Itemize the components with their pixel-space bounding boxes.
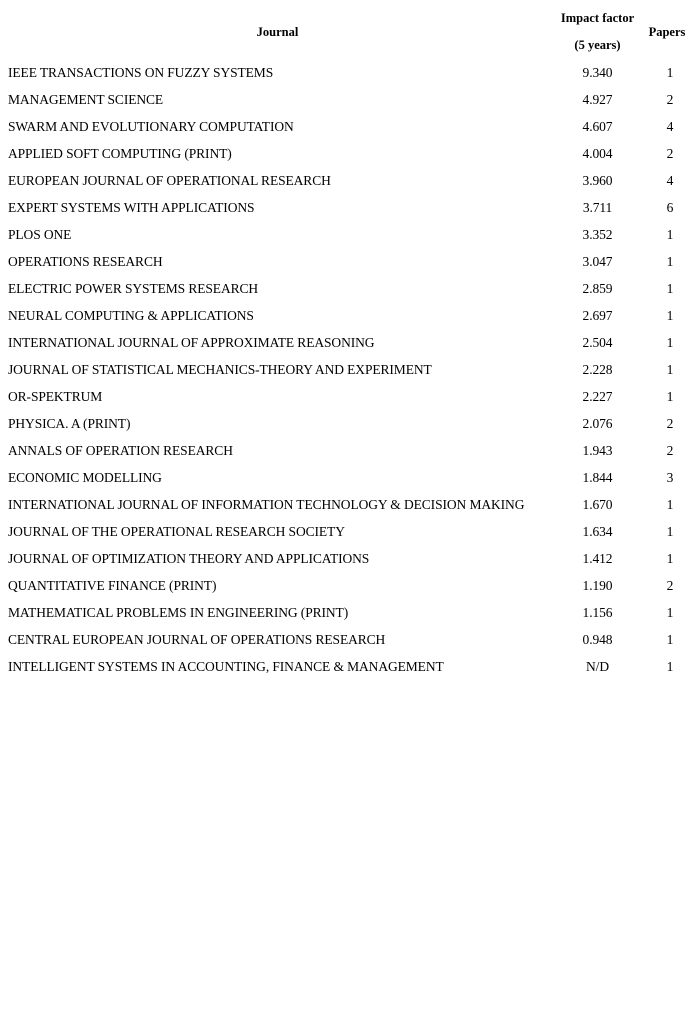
papers-cell: 1	[666, 65, 674, 80]
impact-factor-header-line2: (5 years)	[574, 38, 621, 52]
impact-factor-cell: 2.859	[582, 281, 613, 296]
papers-cell: 1	[666, 389, 674, 404]
table-row	[0, 653, 694, 680]
impact-factor-cell: 4.004	[582, 146, 613, 161]
table-row	[0, 410, 694, 437]
table-row	[0, 140, 694, 167]
impact-factor-cell: 2.697	[582, 308, 613, 323]
journal-cell: MANAGEMENT SCIENCE	[8, 92, 164, 107]
table-row	[0, 518, 694, 545]
journal-cell: SWARM AND EVOLUTIONARY COMPUTATION	[8, 119, 294, 134]
papers-cell: 1	[666, 524, 674, 539]
journal-cell: IEEE TRANSACTIONS ON FUZZY SYSTEMS	[8, 65, 274, 80]
journal-cell: JOURNAL OF OPTIMIZATION THEORY AND APPLICATIONS	[8, 551, 370, 566]
journal-cell: INTERNATIONAL JOURNAL OF INFORMATION TECHNOLOGY & DECISION MAKING	[8, 497, 525, 512]
table-row	[0, 545, 694, 572]
table-row	[0, 383, 694, 410]
journal-cell: ELECTRIC POWER SYSTEMS RESEARCH	[8, 281, 259, 296]
papers-cell: 1	[666, 605, 674, 620]
papers-cell: 6	[666, 200, 674, 215]
impact-factor-cell: 1.844	[582, 470, 613, 485]
journal-cell: JOURNAL OF THE OPERATIONAL RESEARCH SOCIETY	[8, 524, 345, 539]
journal-cell: ECONOMIC MODELLING	[8, 470, 162, 485]
impact-factor-cell: 1.190	[582, 578, 613, 593]
impact-factor-cell: 0.948	[582, 632, 613, 647]
table-row	[0, 86, 694, 113]
table-row	[0, 302, 694, 329]
papers-cell: 1	[666, 551, 674, 566]
impact-factor-cell: 2.076	[582, 416, 613, 431]
journal-cell: MATHEMATICAL PROBLEMS IN ENGINEERING (PRINT)	[8, 605, 349, 620]
impact-factor-cell: 1.156	[582, 605, 613, 620]
impact-factor-column-header	[555, 5, 640, 59]
journal-cell: CENTRAL EUROPEAN JOURNAL OF OPERATIONS RESEARCH	[8, 632, 386, 647]
impact-factor-cell: 1.943	[582, 443, 613, 458]
journal-cell: ANNALS OF OPERATION RESEARCH	[8, 443, 233, 458]
impact-factor-cell: 4.607	[582, 119, 613, 134]
journal-cell: PHYSICA. A (PRINT)	[8, 416, 131, 431]
journal-cell: EXPERT SYSTEMS WITH APPLICATIONS	[8, 200, 255, 215]
papers-cell: 1	[666, 632, 674, 647]
journal-column-header: Journal	[256, 24, 299, 39]
table-row	[0, 599, 694, 626]
journal-cell: INTELLIGENT SYSTEMS IN ACCOUNTING, FINANCE & MANAGEMENT	[8, 659, 444, 674]
papers-cell: 1	[666, 659, 674, 674]
papers-cell: 2	[666, 92, 674, 107]
impact-factor-cell: 2.228	[582, 362, 613, 377]
papers-cell: 1	[666, 335, 674, 350]
journal-cell: JOURNAL OF STATISTICAL MECHANICS-THEORY AND EXPERIMENT	[8, 362, 432, 377]
papers-cell: 1	[666, 308, 674, 323]
table-header	[0, 5, 694, 59]
journals-table	[0, 5, 694, 680]
table-row	[0, 167, 694, 194]
table-row	[0, 464, 694, 491]
papers-cell: 1	[666, 254, 674, 269]
papers-cell: 1	[666, 281, 674, 296]
journal-cell: EUROPEAN JOURNAL OF OPERATIONAL RESEARCH	[8, 173, 331, 188]
impact-factor-cell: 4.927	[582, 92, 613, 107]
impact-factor-cell: 1.412	[582, 551, 613, 566]
impact-factor-cell: 2.504	[582, 335, 613, 350]
table-row	[0, 437, 694, 464]
papers-cell: 2	[666, 416, 674, 431]
papers-column-header: Papers	[648, 24, 686, 39]
impact-factor-cell: N/D	[586, 659, 609, 674]
impact-factor-header-line1: Impact factor	[560, 11, 635, 25]
journal-cell: OR-SPEKTRUM	[8, 389, 103, 404]
impact-factor-cell: 9.340	[582, 65, 613, 80]
table-row	[0, 194, 694, 221]
impact-factor-cell: 3.711	[582, 200, 613, 215]
journal-cell: INTERNATIONAL JOURNAL OF APPROXIMATE REASONING	[8, 335, 375, 350]
table-row	[0, 59, 694, 86]
journal-cell: PLOS ONE	[8, 227, 72, 242]
papers-cell: 2	[666, 578, 674, 593]
table-row	[0, 491, 694, 518]
journal-cell: NEURAL COMPUTING & APPLICATIONS	[8, 308, 254, 323]
papers-cell: 3	[666, 470, 674, 485]
table-body	[0, 59, 694, 680]
papers-cell: 1	[666, 497, 674, 512]
journal-cell: APPLIED SOFT COMPUTING (PRINT)	[8, 146, 232, 161]
table-row	[0, 248, 694, 275]
impact-factor-cell: 3.047	[582, 254, 613, 269]
impact-factor-cell: 3.352	[582, 227, 613, 242]
papers-cell: 1	[666, 362, 674, 377]
impact-factor-cell: 1.634	[582, 524, 613, 539]
papers-cell: 4	[666, 119, 674, 134]
header-row	[0, 5, 694, 59]
journal-cell: OPERATIONS RESEARCH	[8, 254, 163, 269]
papers-cell: 2	[666, 443, 674, 458]
table-row	[0, 572, 694, 599]
table-row	[0, 275, 694, 302]
table-row	[0, 626, 694, 653]
impact-factor-cell: 3.960	[582, 173, 613, 188]
papers-cell: 4	[666, 173, 674, 188]
table-row	[0, 329, 694, 356]
papers-cell: 1	[666, 227, 674, 242]
impact-factor-cell: 1.670	[582, 497, 613, 512]
journal-cell: QUANTITATIVE FINANCE (PRINT)	[8, 578, 217, 593]
table-row	[0, 113, 694, 140]
papers-cell: 2	[666, 146, 674, 161]
table-row	[0, 221, 694, 248]
impact-factor-cell: 2.227	[582, 389, 613, 404]
table-row	[0, 356, 694, 383]
